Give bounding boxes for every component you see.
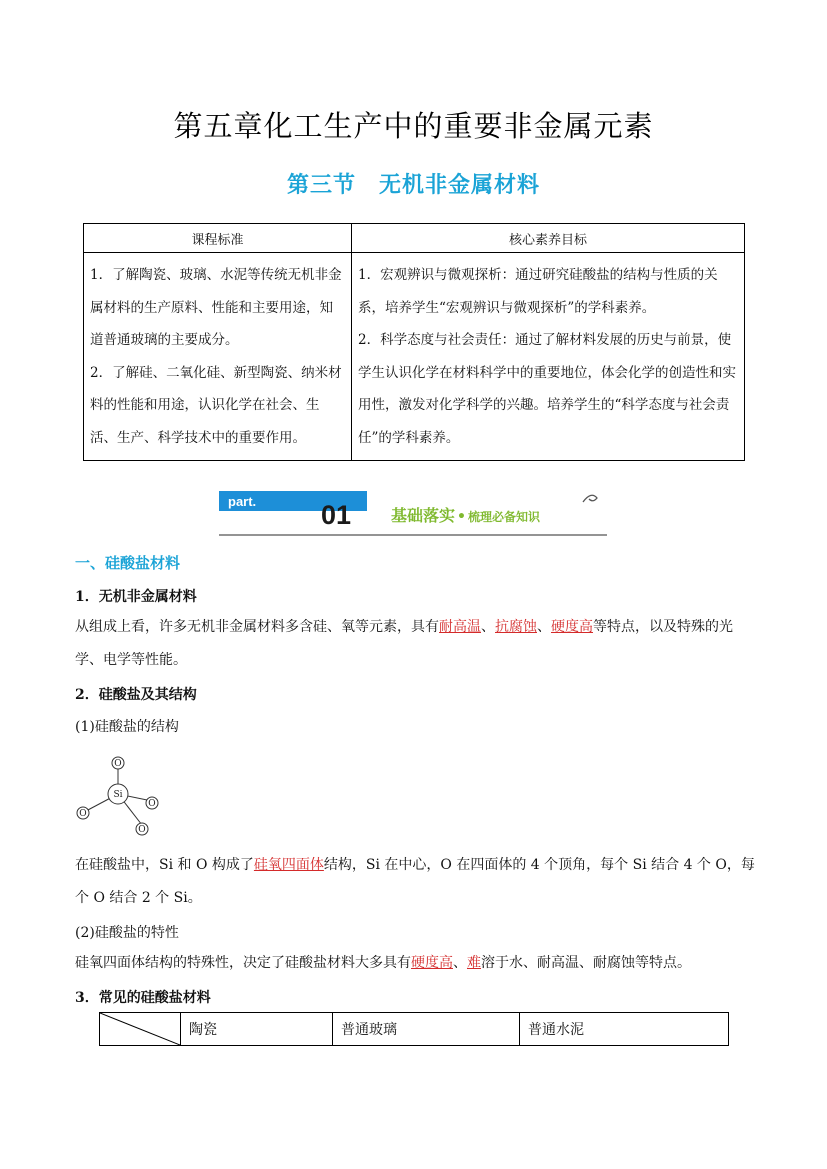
keyword: 抗腐蚀 bbox=[495, 619, 537, 635]
standard-item: 1．了解陶瓷、玻璃、水泥等传统无机非金属材料的生产原料、性能和主要用途，知道普通玻璃的主要成分。 bbox=[90, 267, 342, 348]
sub-heading: (2)硅酸盐的特性 bbox=[75, 925, 179, 941]
sub-heading: (1)硅酸盐的结构 bbox=[75, 719, 179, 735]
swirl-icon bbox=[583, 495, 597, 502]
table-header-standard: 课程标准 bbox=[84, 224, 352, 253]
standard-item: 2．了解硅、二氧化硅、新型陶瓷、纳米材料的性能和用途，认识化学在社会、生活、生产、科学技术中的重要作用。 bbox=[90, 364, 342, 446]
text-run: 、 bbox=[537, 619, 551, 635]
paragraph bbox=[75, 947, 755, 980]
table-header-row bbox=[84, 224, 745, 253]
literacy-item: 1．宏观辨识与微观探析：通过研究硅酸盐的结构与性质的关系，培养学生“宏观辨识与微观探析”的学科素养。 bbox=[358, 267, 718, 316]
table-header-ceramics: 陶瓷 bbox=[181, 1013, 333, 1046]
materials-table bbox=[99, 1012, 729, 1046]
si-label: Si bbox=[113, 790, 123, 800]
subsection-title: 2．硅酸盐及其结构 bbox=[75, 687, 197, 703]
literacy-item: 2．科学态度与社会责任：通过了解材料发展的历史与前景，使学生认识化学在材料科学中的重要地位，体会化学的创造性和实用性，激发对化学科学的兴趣。培养学生的“科学态度与社会责任”的学科素养。 bbox=[358, 332, 736, 446]
text-run: 溶于水、耐高温、耐腐蚀等特点。 bbox=[481, 955, 691, 971]
table-header-cement: 普通水泥 bbox=[520, 1013, 729, 1046]
text-run: 硅氧四面体结构的特殊性，决定了硅酸盐材料大多具有 bbox=[75, 955, 411, 971]
banner-part-label: part. bbox=[228, 494, 257, 509]
table-header-glass: 普通玻璃 bbox=[333, 1013, 520, 1046]
text-run: 、 bbox=[481, 619, 495, 635]
banner-sub-text: 梳理必备知识 bbox=[468, 510, 541, 524]
o-label: O bbox=[79, 809, 87, 819]
table-row bbox=[84, 253, 745, 461]
section-subtitle: 第三节 无机非金属材料 bbox=[286, 173, 540, 198]
banner-number: 01 bbox=[321, 500, 352, 530]
silicate-structure-diagram bbox=[72, 752, 168, 840]
table-header-row bbox=[100, 1013, 729, 1046]
text-run: 、 bbox=[453, 955, 467, 971]
standards-cell bbox=[84, 253, 352, 461]
keyword: 难 bbox=[467, 955, 481, 971]
keyword: 硅氧四面体 bbox=[253, 857, 324, 873]
keyword: 耐高温 bbox=[439, 619, 481, 635]
paragraph bbox=[75, 849, 755, 914]
keyword: 硬度高 bbox=[551, 619, 593, 635]
diagonal-line bbox=[100, 1013, 180, 1045]
subsection-title: 1．无机非金属材料 bbox=[75, 589, 197, 605]
banner-main-text: 基础落实 bbox=[391, 506, 456, 525]
text-run: 结构，Si 在中心，O 在四面体的 4 个顶角，每个 Si 结合 4 个 O，每个 O 结合 2 个 Si。 bbox=[75, 857, 755, 906]
paragraph bbox=[75, 611, 755, 676]
diagonal-header-cell bbox=[100, 1013, 181, 1046]
part-banner bbox=[219, 489, 609, 537]
keyword: 硬度高 bbox=[411, 955, 453, 971]
literacy-cell bbox=[352, 253, 745, 461]
text-run: 从组成上看，许多无机非金属材料多含硅、氧等元素，具有 bbox=[75, 619, 439, 635]
standards-table bbox=[83, 223, 745, 461]
o-label: O bbox=[148, 799, 156, 809]
table-header-literacy: 核心素养目标 bbox=[352, 224, 745, 253]
banner-dot: • bbox=[457, 509, 466, 525]
subsection-title: 3．常见的硅酸盐材料 bbox=[75, 990, 211, 1006]
page-title: 第五章化工生产中的重要非金属元素 bbox=[173, 109, 654, 143]
section-heading: 一、硅酸盐材料 bbox=[75, 554, 181, 572]
o-label: O bbox=[114, 759, 122, 769]
o-label: O bbox=[138, 825, 146, 835]
text-run: 在硅酸盐中，Si 和 O 构成了 bbox=[75, 857, 254, 873]
text-run: 等特点，以及特殊的光学、电学等性能。 bbox=[75, 619, 733, 668]
